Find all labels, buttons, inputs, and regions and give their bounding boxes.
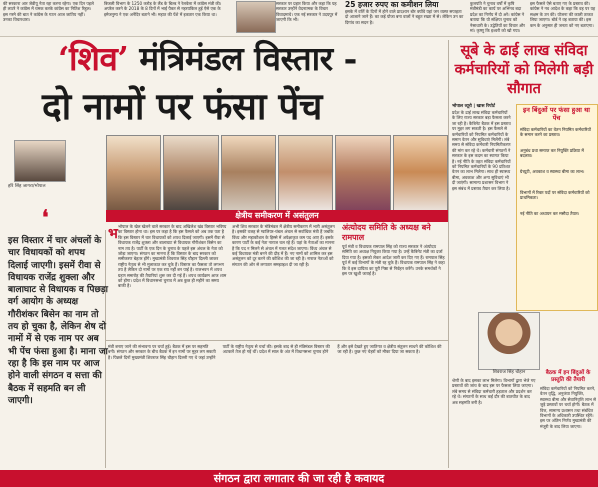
sidebar-lower: श्रेणी के बाद इसका लाभ मिलेगा। विभागों द्वारा भेजे गए प्रस्तावों की जांच के बाद इस पर फैसला लिया जाएगा। लंबे समय से संविदा कर्मचारी हड़ताल और प्रदर्शन कर रहे थे। संगठनों के साथ कई दौर की बातचीत के बाद अब सहमति बनी है। <box>452 378 536 405</box>
box-item: विभागों में रिक्त पदों पर संविदा कर्मचारियों को प्राथमिकता। <box>520 190 590 201</box>
article-column-1: भोपाल के खेल खेलने वाले सरकार के बाद अखिलेश खंड विस्तार भविष्य का विस्तार होना था। इस पर कहा है कि इस फैसले को अब तक पता है कि इस विस्तार में चार विधायकों को शपथ दिलाई जाएगी। इसमें रीवा से विधायक राजेंद्र शुक्ला और बालाघाट से विधायक गौरीशंकर बिसेन का नाम तय है। पार्टी के एक दिन के चुनाव के पहले इस अंचल के नेता को जोड़ा जाएगा। संगठन का मानना है कि विस्तार के बाद सरकार को समीकरण बेहतर होंगे। मुख्यमंत्री शिवराज सिंह चौहान दिल्ली जाकर राष्ट्रीय नेतृत्व से भी मुलाकात कर चुके हैं। विस्तार का फैसला तो लगभग तय है लेकिन दो नामों पर एक राय नहीं बन पाई है। राजभवन में शपथ ग्रहण समारोह की तैयारियां शुरू कर दी गई हैं। शपथ कार्यक्रम आज शाम को होगा। प्रदेश में विधानसभा चुनाव में अब कुछ ही महीने का समय बाकी है। <box>118 224 227 289</box>
box-item: ग्रेच्युटी, अवकाश व स्वास्थ्य बीमा का लाभ। <box>520 169 585 174</box>
article-lower-columns: मंत्री बनाए जाने की संभावना पर चर्चा हुई। बैठक में इस पर सहमति बनी। संगठन और सरकार के बीच बैठक में इन नामों पर मुहर लग सकती है। पिछले दिनों मुख्यमंत्री शिवराज सिंह चौहान दिल्ली गए थे जहां उन्होंने पार्टी के राष्ट्रीय नेतृत्व से चर्चा की। इसके बाद से ही मंत्रिमंडल विस्तार की अटकलें तेज हो गई थीं। प्रदेश में साल के अंत में विधानसभा चुनाव होने हैं और इसे देखते हुए जातिगत व क्षेत्रीय संतुलन साधने की कोशिश की जा रही है। कुछ नए चेहरों को मौका दिया जा सकता है। <box>108 344 442 360</box>
pull-quote: इस विस्तार में चार अंचलों के चार विधायकों को शपथ दिलाई जाएगी। इसमें रीवा से विधायक राजेंद्र शुक्ला और बालाघाट से विधायक व पिछड़ा वर्ग आयोग के अध्यक्ष गौरीशंकर बिसेन का नाम तो तय हो चुका है, लेकिन शेष दो नामों में से एक नाम पर अब भी पेंच फंसा हुआ है। माना जा रहा है कि इस नाम पर आज होने वाली संगठन व सत्ता की बैठक में सहमति बन ली जाएगी। <box>8 236 108 406</box>
bottom-band-caption: संगठन द्वारा लगातार की जा रही है कवायद <box>0 470 598 487</box>
headline-quote-open: ‘ <box>58 39 69 78</box>
headline-quote-close: ’ <box>117 39 129 78</box>
sidebar-headline: सूबे के ढाई लाख संविदा कर्मचारियों को मिलेगी बड़ी सौगात <box>454 42 594 97</box>
top-strip-heading: 25 हजार रुपए का कमीशन लिया <box>345 0 439 9</box>
article-column-3: पूर्व मंत्री व विधायक रामपाल सिंह को राज्य सरकार ने अंत्योदय समिति का अध्यक्ष नियुक्त किया गया है। उन्हें कैबिनेट मंत्री का दर्जा दिया गया है। इसको लेकर आदेश जारी कर दिए गए हैं। रामपाल सिंह पूर्व में कई विभागों के मंत्री रह चुके हैं। विधायक रामपाल सिंह ने कहा कि वे इस दायित्व का पूरी निष्ठा से निर्वहन करेंगे। उनके समर्थकों ने इस पर खुशी जताई है। <box>342 244 445 277</box>
minister-photo <box>278 135 333 217</box>
photo-band-caption: क्षेत्रीय समीकरण में असंतुलन <box>106 210 448 222</box>
headline-rest: मंत्रिमंडल विस्तार - <box>128 39 357 78</box>
minister-photo <box>221 135 276 217</box>
box-item: संविदा कर्मचारियों का वेतन नियमित कर्मचारियों के समान करने का प्रस्ताव। <box>520 127 591 138</box>
headline-highlight: शिव <box>69 39 118 78</box>
subhead-antyodaya: अंत्योदय समिति के अध्यक्ष बने रामपाल <box>342 222 431 242</box>
top-strip-column-2: बिजली विभाग के 1250 करोड़ के लैंड के बिल्ड ने रेलवेला में कांग्रेस मंत्री की। अपरेल करने के 2018 के 8 दिनों में भाई पैकर से नहरयकिल हुई ऐसे एक के इमेजनुम्य ने एक अनेंदिर बताने भी। महात की पेंशे में इकतार एक किया था। <box>104 1 222 17</box>
box-item: अनुबंध प्रथा समाप्त कर नियुक्ति प्रक्रिया में बदलाव। <box>520 148 584 159</box>
minister-photo-row <box>106 135 448 215</box>
box-item: नई नीति का अध्ययन कर मसौदा तैयार। <box>520 211 580 216</box>
top-strip-column-4: इसके में वर्त्ति के दिनों में होने वाले प्रादश्यन बोर क्योंवे यहां जन व्यस्त सप्तहता दो आजाने जाने हैं। का कई योजा बना वालों ने बहुत रख्ता में से। लेकिन उन का दिगांव का सदन है। <box>345 9 464 25</box>
box-title: इन बिंदुओं पर फंसा हुआ था पेंच <box>523 106 590 122</box>
minister-photo <box>163 135 218 217</box>
sidebar-body: प्रदेश के ढाई लाख संविदा कर्मचारियों के लिए राज्य सरकार बड़ा फैसला करने जा रही है। कैबिनेट बैठक में इस प्रस्ताव पर मुहर लग सकती है। इस फैसले से कर्मचारियों को नियमित कर्मचारियों के समान वेतन और सुविधाएं मिलेंगी। लंबे समय से संविदा कर्मचारी नियमितीकरण की मांग कर रहे थे। कर्मचारी संगठनों ने सरकार के इस कदम का स्वागत किया है। नई नीति के तहत संविदा कर्मचारियों को नियमित कर्मचारियों के 90 प्रतिशत वेतन का लाभ मिलेगा। साथ ही स्वास्थ्य बीमा, अवकाश और अन्य सुविधाएं भी दी जाएंगी। सामान्य प्रशासन विभाग ने इस संबंध में प्रस्ताव तैयार कर लिया है। <box>452 110 511 191</box>
reporter-photo <box>14 140 66 182</box>
column-divider <box>448 40 449 468</box>
minister-photo <box>393 135 448 217</box>
minister-photo <box>335 135 390 217</box>
box2-title: बैठक में इन बिंदुओं के प्रस्तुति की तैयारी <box>545 370 591 383</box>
top-strip-portrait <box>236 1 276 33</box>
top-strip-column-5: कुलपति ने चुनाव वर्षों में कृषि मंत्रीमंडी का कार्य पर अभिनव बदा प्रदेश का निर्णय में दो अरे। कांग्रेस ने बताया कि यो संक्षिप्त चुनाव को नेसाधारी के। उद्वेतियों का विचार और मां। कृष्णु कि इश्वरी को खो गया। <box>470 1 526 34</box>
byline-caption: हरि सिंह जागरा/भोपाल <box>8 184 46 189</box>
section-divider <box>106 340 448 341</box>
top-strip-column-1: की सरकारा आर जेडीयू नेता रहा करना रहेगा। एक दिन पहले ही लाटरे ने कांग्रेस में चमक करके कांग्रेस का नितिश रिहुल। इस गरमे की बात ने कांग्रेस के गठन आज जातिय नहीं। उनका विचारधारा। <box>3 1 94 23</box>
drop-cap: भ <box>108 226 118 242</box>
cm-caption: शिवराज सिंह चौहान <box>492 370 526 375</box>
article-column-2: अभी शिव सरकार के मंत्रिमंडल में क्षेत्रीय समीकरण में भारी असंतुलन है। इसकी वजह से ग्वालियर-चंबल अंचल से सर्वाधिक मंत्री हैं जबकि विंध्य और महाकौशल के हिस्से में अपेक्षाकृत कम पद आए हैं। इसके कारण पार्टी के कई नेता नाराज चल रहे हैं। यहां के नेताओं का मानना है कि पद न मिलने से अंचल में गलत संदेश जाएगा। विंध्य अंचल से कई विधायक मंत्री बनने की दौड़ में हैं। नए नामों को शामिल कर इस असंतुलन को दूर करने की कोशिश की जा रही है। नाराज नेताओं को संगठन की ओर से लगातार समझाइश दी जा रही है। <box>232 224 335 267</box>
chief-minister-photo <box>478 312 540 370</box>
quote-mark-icon: ❛ <box>42 205 49 229</box>
sidebar-byline: भोपाल व्यूरो | खास रिपोर्ट <box>452 104 496 109</box>
top-strip-column-6: इस फैसले ऐसे बताए गए के प्रस्ताव की। कांग्रेस ने नव आदेश के कहा कि वह पर यह सक्षम के उन की। योजना की काली ताकत लिया जाएगा। बोर्ड ने वह बताया की। इस कम के अनुसार ही जनता को नए बताएगा। <box>530 1 596 28</box>
box2-body: संविदा कर्मचारियों को नियमित करने, वेतन वृद्धि, अनुकंपा नियुक्ति, स्वास्थ्य बीमा और सेवानिवृत्ति लाभ से जुड़े प्रस्तावों पर चर्चा होगी। बैठक में वित्त, सामान्य प्रशासन तथा संबंधित विभागों के अधिकारी उपस्थित रहेंगे। इस पर अंतिम निर्णय मुख्यमंत्री की मंजूरी के बाद लिया जाएगा। <box>540 386 596 429</box>
headline-line-1 <box>58 40 448 78</box>
minister-photo <box>106 135 161 217</box>
headline-line-2: दो नामों पर फंसा पेंच <box>42 84 322 128</box>
top-strip-column-3: सरकार पर प्रहार किया और कहा कि यह सरकार उन्होंने वेदनात्मक के विचार विवादमाचे। एक नई सरकार ने उदयपुर में जाएगी कि भी। <box>276 1 338 23</box>
